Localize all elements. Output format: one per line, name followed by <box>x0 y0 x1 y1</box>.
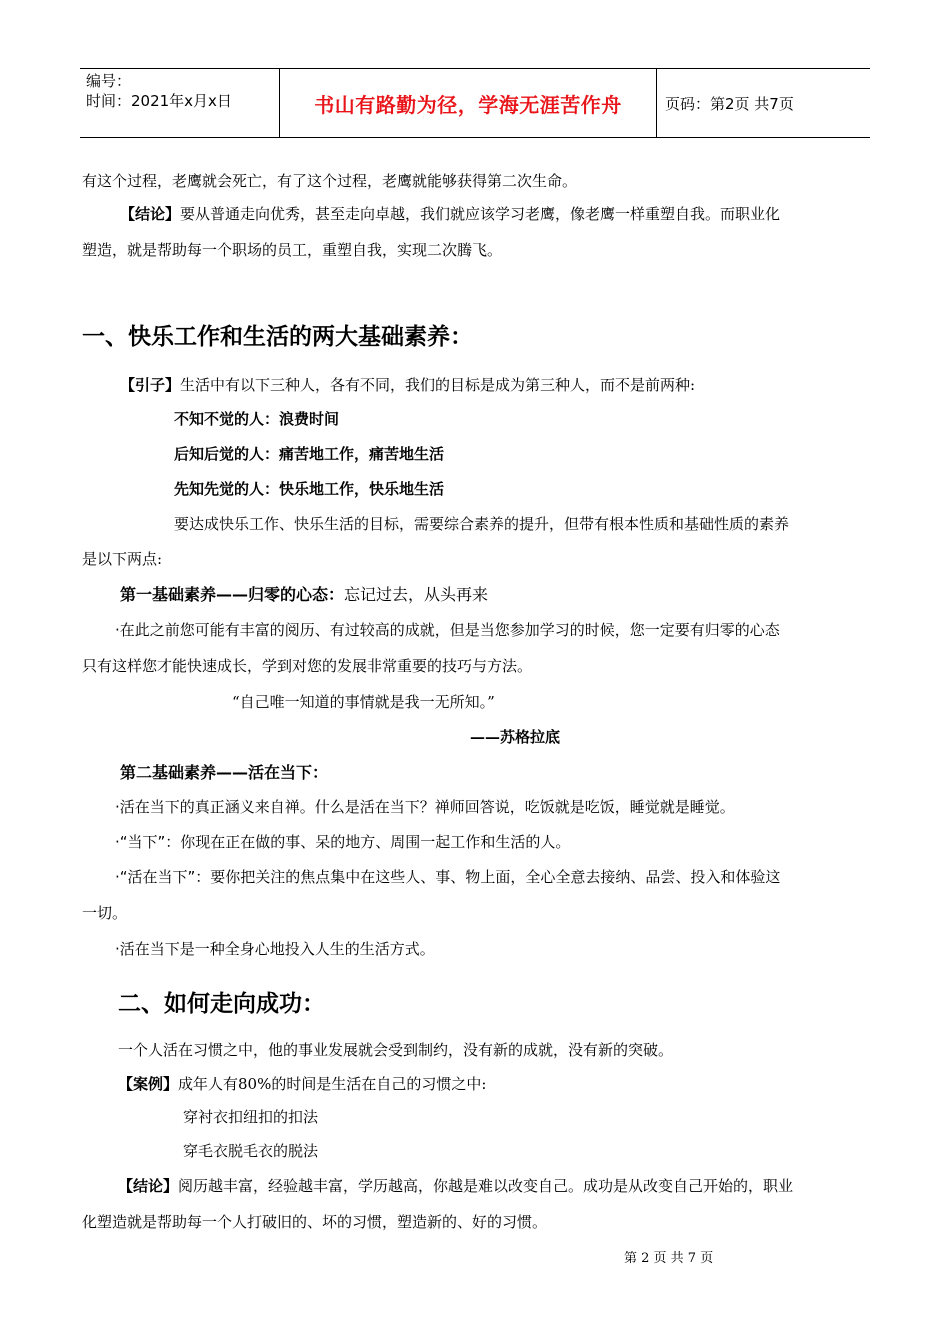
basic2-line4: ·活在当下是一种全身心地投入人生的生活方式。 <box>115 940 435 958</box>
basic2-line3b: 一切。 <box>82 904 128 922</box>
goal-line1: 要达成快乐工作、快乐生活的目标，需要综合素养的提升，但带有根本性质和基础性质的素养 <box>174 515 790 533</box>
intro-tag: 【引子】 <box>120 376 181 394</box>
basic2-line3a: ·“活在当下”：要你把关注的焦点集中在这些人、事、物上面，全心全意去接纳、品尝、投入和体验这 <box>115 868 781 886</box>
page-footer: 第 2 页 共 7 页 <box>624 1251 714 1266</box>
case-text: 成年人有80%的时间是生活在自己的习惯之中: <box>178 1075 487 1093</box>
conclusion2-text1: 阅历越丰富，经验越丰富，学历越高，你越是难以改变自己。成功是从改变自己开始的，职业 <box>178 1177 794 1195</box>
conclusion2-tag: 【结论】 <box>118 1177 179 1195</box>
header-motto: 书山有路勤为径，学海无涯苦作舟 <box>314 92 622 117</box>
case-item-1: 穿衬衣扣纽扣的扣法 <box>183 1108 319 1126</box>
header-date-label: 时间：2021年x月x日 <box>86 92 232 110</box>
case-tag: 【案例】 <box>118 1075 179 1093</box>
conclusion1-text1: 要从普通走向优秀，甚至走向卓越，我们就应该学习老鹰，像老鹰一样重塑自我。而职业化 <box>180 205 781 223</box>
header-motto-cell <box>280 69 657 137</box>
intro-text: 生活中有以下三种人，各有不同，我们的目标是成为第三种人，而不是前两种: <box>180 376 696 394</box>
person-type-3: 先知先觉的人：快乐地工作，快乐地生活 <box>174 480 445 498</box>
conclusion1-line2: 塑造，就是帮助每一个职场的员工，重塑自我，实现二次腾飞。 <box>82 241 503 259</box>
basic2-title: 第二基础素养——活在当下： <box>120 763 329 782</box>
case-item-2: 穿毛衣脱毛衣的脱法 <box>183 1142 319 1160</box>
section2-title: 二、如何走向成功： <box>118 991 325 1017</box>
goal-line2: 是以下两点: <box>82 550 163 568</box>
basic1-line2: 只有这样您才能快速成长，学到对您的发展非常重要的技巧与方法。 <box>82 657 533 675</box>
conclusion1-line1 <box>120 204 780 224</box>
basic1-heading <box>120 585 488 605</box>
basic1-line1: ·在此之前您可能有丰富的阅历、有过较高的成就，但是当您参加学习的时候，您一定要有归零的心态 <box>115 621 780 639</box>
conclusion1-tag: 【结论】 <box>120 205 181 223</box>
intro-line <box>120 375 695 395</box>
basic1-subtitle: 忘记过去，从头再来 <box>344 585 489 604</box>
basic1-title: 第一基础素养——归零的心态： <box>120 585 345 604</box>
basic2-line2: ·“当下”：你现在正在做的事、呆的地方、周围一起工作和生活的人。 <box>115 833 571 851</box>
case-line <box>118 1074 486 1094</box>
header-left-cell <box>80 69 280 137</box>
person-type-1: 不知不觉的人：浪费时间 <box>174 410 340 428</box>
header-number-label: 编号： <box>86 72 132 90</box>
socrates-quote: “自己唯一知道的事情就是我一无所知。” <box>232 693 495 711</box>
header-page-cell <box>657 69 870 137</box>
paragraph-eagle-ending: 有这个过程，老鹰就会死亡，有了这个过程，老鹰就能够获得第二次生命。 <box>82 172 578 190</box>
socrates-quote-author: ——苏格拉底 <box>470 728 561 746</box>
conclusion2-line1 <box>118 1176 793 1196</box>
person-type-2: 后知后觉的人：痛苦地工作，痛苦地生活 <box>174 445 445 463</box>
section2-paragraph: 一个人活在习惯之中，他的事业发展就会受到制约，没有新的成就，没有新的突破。 <box>118 1041 674 1059</box>
section1-title: 一、快乐工作和生活的两大基础素养： <box>82 324 473 350</box>
header-page-label: 页码：第2页 共7页 <box>665 94 794 113</box>
page-header-table <box>80 68 870 138</box>
conclusion2-line2: 化塑造就是帮助每一个人打破旧的、坏的习惯，塑造新的、好的习惯。 <box>82 1213 548 1231</box>
basic2-line1: ·活在当下的真正涵义来自禅。什么是活在当下？禅师回答说，吃饭就是吃饭，睡觉就是睡觉。 <box>115 798 735 816</box>
